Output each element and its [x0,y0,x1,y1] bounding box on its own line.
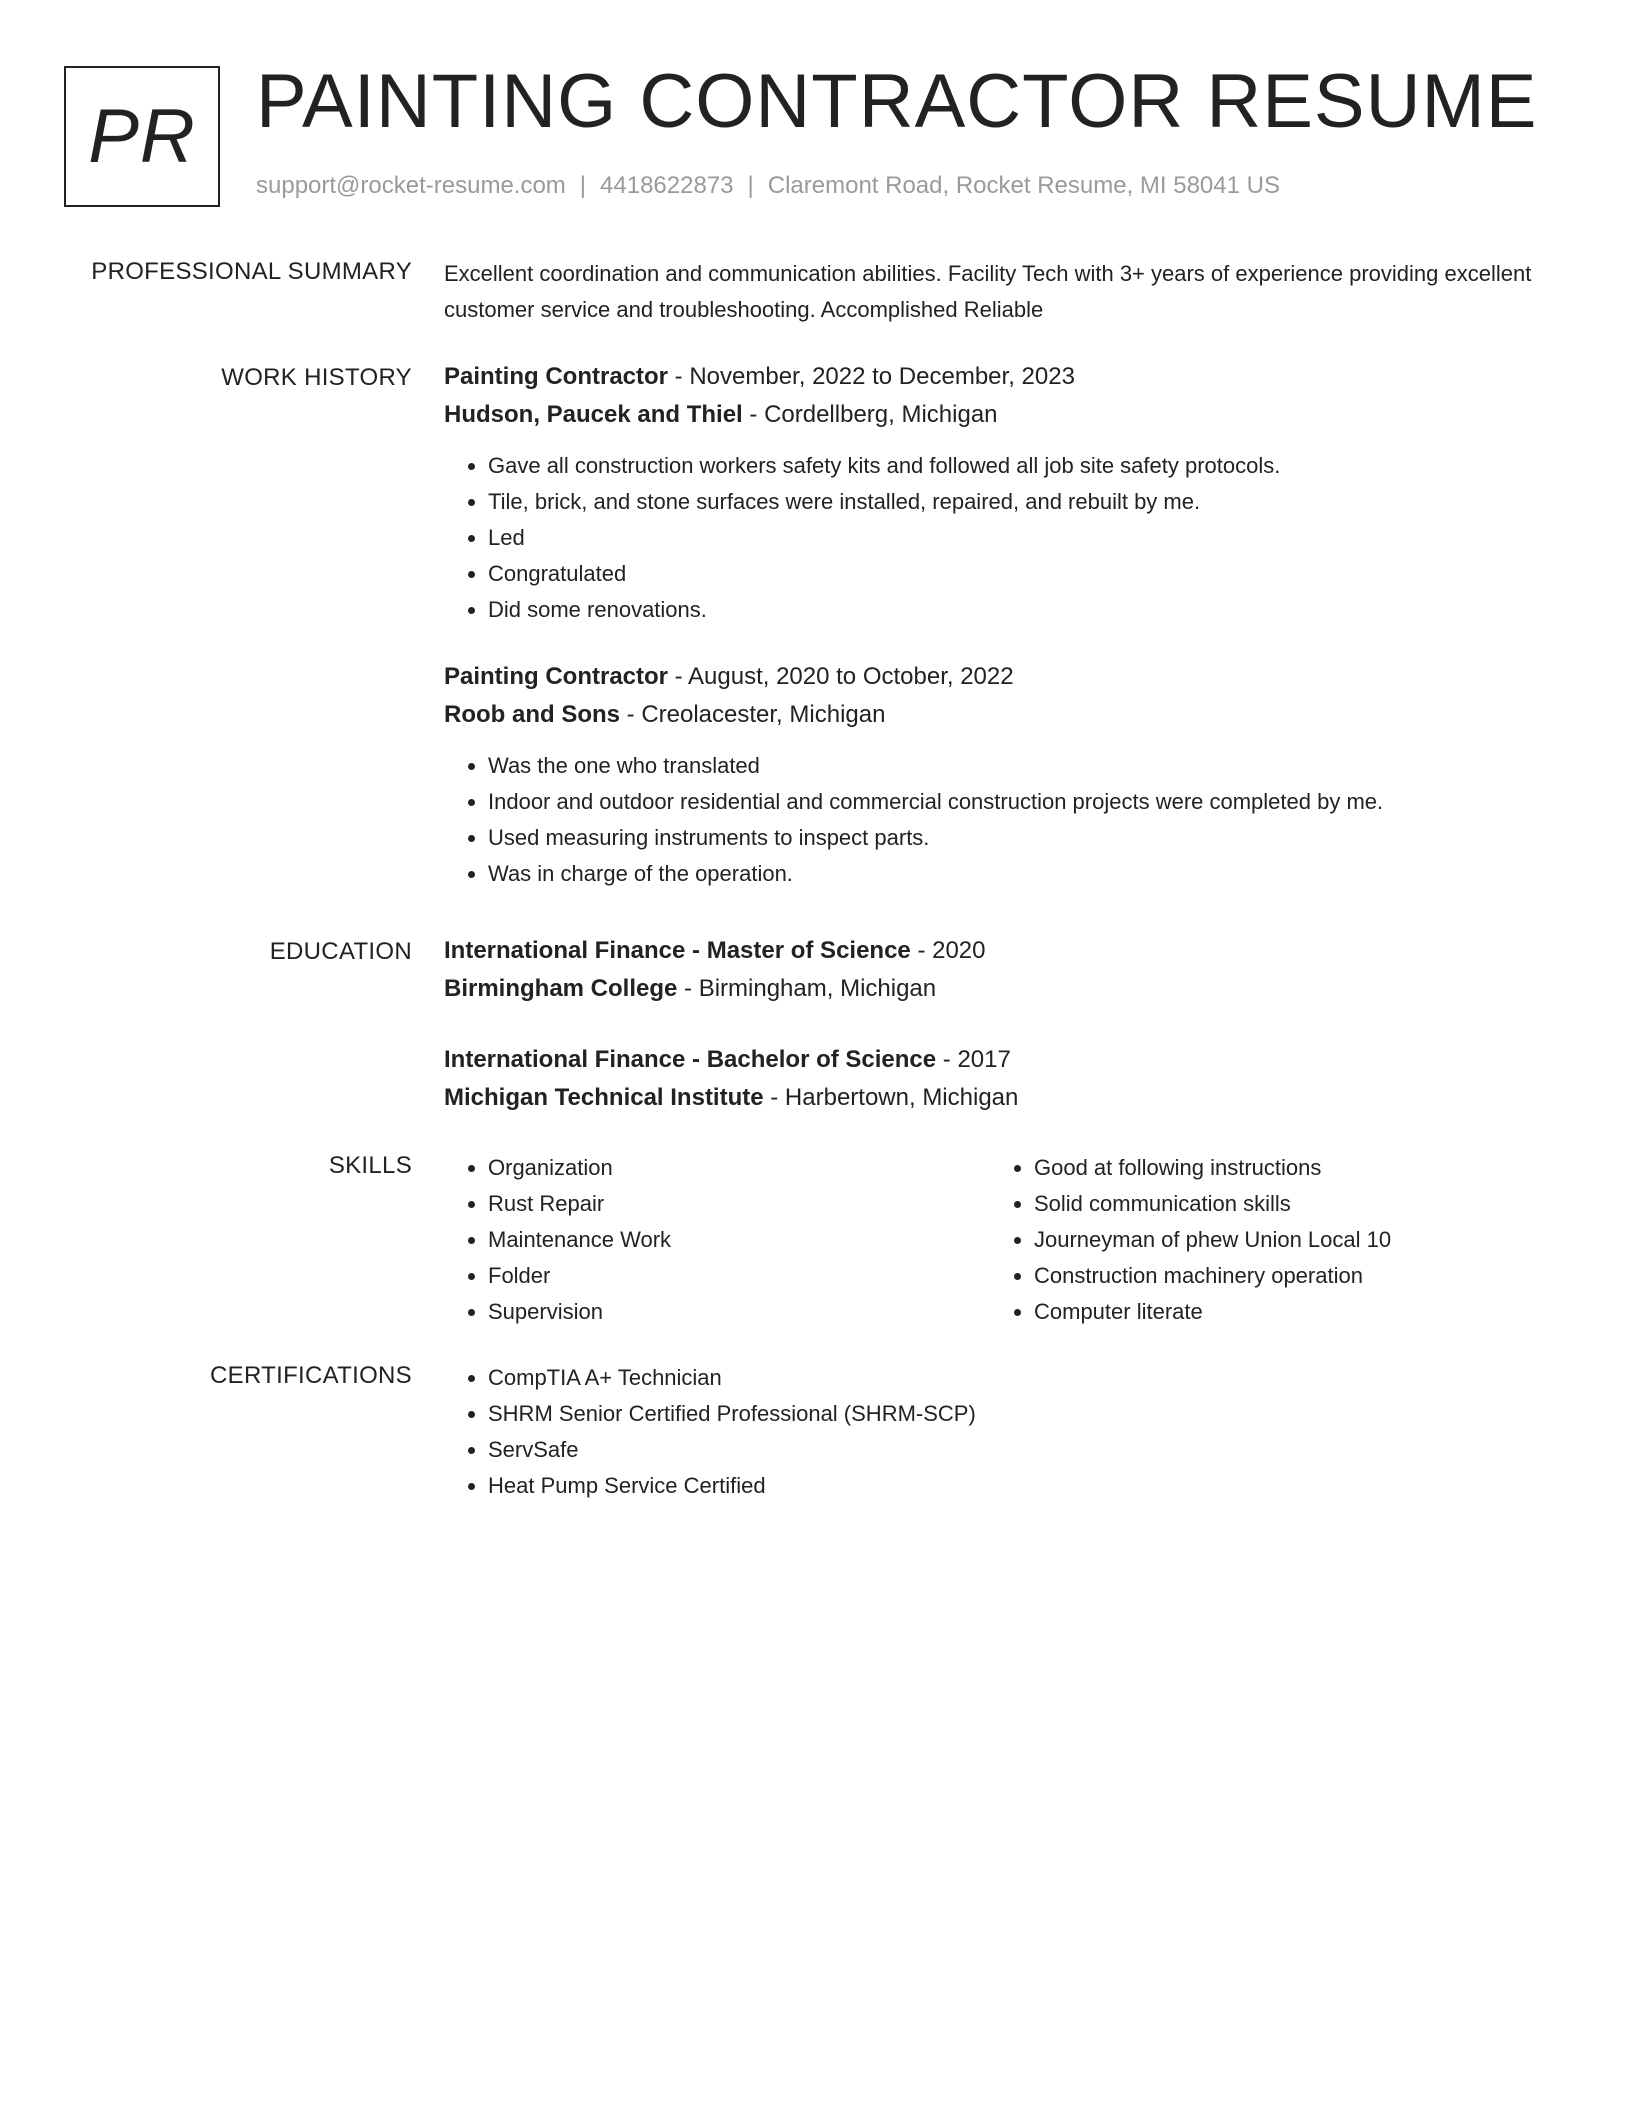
skills-columns [444,1150,1564,1330]
skills-list-right [990,1150,1536,1330]
summary-body [444,256,1564,328]
list-item: • Folder [488,1258,990,1294]
list-item: • Led [488,520,1564,556]
section-label-education: EDUCATION [269,938,412,965]
list-item: • ServSafe [488,1432,1564,1468]
job-entry [444,358,1564,628]
job-bullets [444,748,1564,892]
job-title: Painting Contractor [444,363,669,390]
certifications-list [444,1360,1564,1504]
job-company-line [444,396,1564,434]
list-item: • Was the one who translated [488,748,1564,784]
list-item: • Gave all construction workers safety kits and followed all job site safety protocols. [488,448,1564,484]
contact-phone: 4418622873 [600,172,734,199]
job-bullets [444,448,1564,628]
school-name: Michigan Technical Institute [444,1084,764,1111]
resume-header [64,59,1564,211]
list-item: • Did some renovations. [488,592,1564,628]
degree-line [444,1041,1564,1079]
list-item: • Indoor and outdoor residential and commercial construction projects were completed by me. [488,784,1564,820]
degree-name: International Finance - Master of Science [444,937,911,964]
degree-name: International Finance - Bachelor of Science [444,1046,937,1073]
section-label-summary: PROFESSIONAL SUMMARY [91,258,412,285]
degree-line [444,932,1564,970]
skills-body [444,1150,1564,1330]
list-item: • Computer literate [1034,1294,1536,1330]
contact-line [256,172,1280,200]
school-location: - Birmingham, Michigan [677,975,937,1002]
job-title-line [444,358,1564,396]
resume-title: PAINTING CONTRACTOR RESUME [256,59,1538,144]
education-entry [444,1041,1564,1117]
school-line [444,1079,1564,1117]
job-title: Painting Contractor [444,663,669,690]
section-label-work-history: WORK HISTORY [221,364,412,391]
list-item: • Was in charge of the operation. [488,856,1564,892]
school-location: - Harbertown, Michigan [763,1084,1019,1111]
list-item: • Good at following instructions [1034,1150,1536,1186]
list-item: • Rust Repair [488,1186,990,1222]
list-item: • Used measuring instruments to inspect parts. [488,820,1564,856]
list-item: • SHRM Senior Certified Professional (SHRM-SCP) [488,1396,1564,1432]
list-item: • Maintenance Work [488,1222,990,1258]
summary-text: Excellent coordination and communication abilities. Facility Tech with 3+ years of experience providing excellent customer service and troubleshooting. Accomplished Reliable [444,261,1532,322]
job-title-line [444,658,1564,696]
certifications-body [444,1360,1564,1504]
list-item: • Construction machinery operation [1034,1258,1536,1294]
job-company: Roob and Sons [444,701,620,728]
monogram-badge: PR [64,66,220,207]
education-body [444,932,1564,1117]
degree-year: - 2020 [910,937,986,964]
education-entry [444,932,1564,1008]
job-entry [444,658,1564,892]
work-history-body [444,358,1564,892]
contact-separator: | [747,172,754,199]
list-item: • Heat Pump Service Certified [488,1468,1564,1504]
section-label-skills: SKILLS [328,1152,412,1179]
section-label-certifications: CERTIFICATIONS [210,1362,412,1389]
job-dates: - August, 2020 to October, 2022 [668,663,1014,690]
list-item: • Congratulated [488,556,1564,592]
degree-year: - 2017 [936,1046,1011,1073]
job-location: - Cordellberg, Michigan [742,401,998,428]
job-company: Hudson, Paucek and Thiel [444,401,743,428]
job-dates: - November, 2022 to December, 2023 [668,363,1075,390]
list-item: • Tile, brick, and stone surfaces were installed, repaired, and rebuilt by me. [488,484,1564,520]
list-item: • Journeyman of phew Union Local 10 [1034,1222,1536,1258]
contact-email: support@rocket-resume.com [256,172,566,199]
list-item: • Solid communication skills [1034,1186,1536,1222]
list-item: • Organization [488,1150,990,1186]
skills-list-left [444,1150,990,1330]
list-item: • CompTIA A+ Technician [488,1360,1564,1396]
contact-address: Claremont Road, Rocket Resume, MI 58041 US [767,172,1280,199]
job-location: - Creolacester, Michigan [620,701,886,728]
contact-separator: | [579,172,587,199]
list-item: • Supervision [488,1294,990,1330]
job-company-line [444,696,1564,734]
school-name: Birmingham College [444,975,678,1002]
school-line [444,970,1564,1008]
